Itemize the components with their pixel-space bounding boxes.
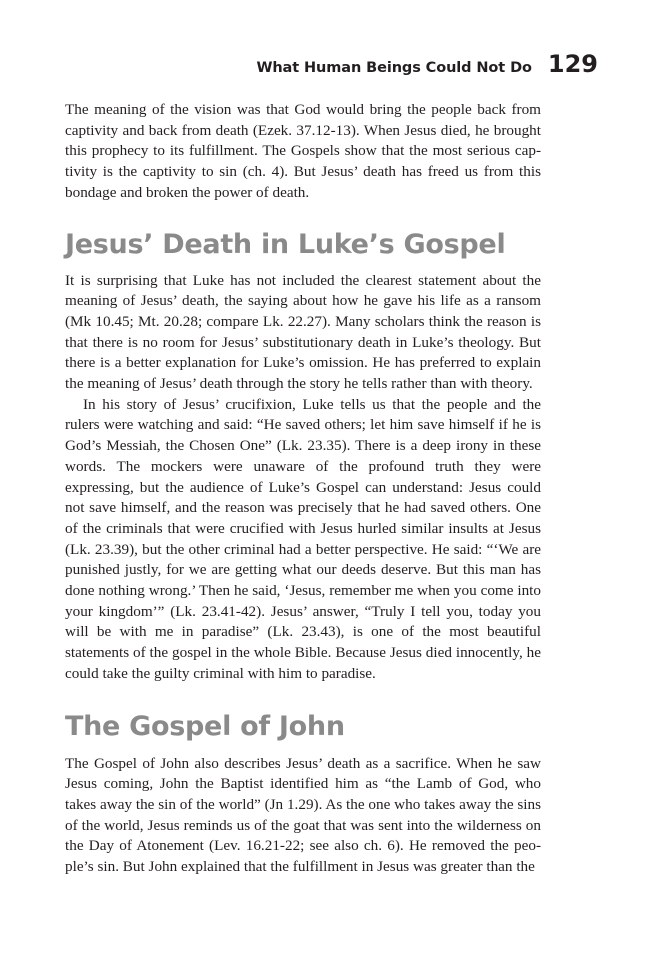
running-head bbox=[256, 50, 598, 78]
paragraph-luke-2: In his story of Jesus’ crucifixion, Luke tells us that the people and the rulers were watching and said: “He saved others; let him save himself if he is God’s Messiah, the Chosen One” (Lk. 23.35). There is a deep irony in these words. The mockers were unaware of the profound truth they were expressing, but the audience of Luke’s Gospel can understand: Jesus could not save himself, and the reason was precisely that he had saved others. One of the criminals that were crucified with Jesus hurled similar insults at Jesus (Lk. 23.39), but the other criminal had a better perspective. He said: “‘We are punished justly, for we are getting what our deeds deserve. But this man has done nothing wrong.’ Then he said, ‘Jesus, remember me when you come into your kingdom’” (Lk. 23.41-42). Jesus’ answer, “Truly I tell you, today you will be with me in paradise” (Lk. 23.43), is one of the most beautiful statements of the gospel in the whole Bible. Because Jesus died innocently, he could take the guilty criminal with him to paradise. bbox=[65, 395, 541, 682]
section-heading-john: The Gospel of John bbox=[65, 710, 345, 742]
paragraph-john-1: The Gospel of John also describes Jesus’ death as a sacrifice. When he saw Jesus coming, John the Baptist identified him as “the Lamb of God, who takes away the sin of the world” (Jn 1.29). As the one who takes away the sins of the world, Jesus reminds us of the goat that was sent into the wilderness on the Day of Atonement (Lev. 16.21-22; see also ch. 6). He removed the people’s sin. But John explained that the fulfillment in Jesus was greater than the bbox=[65, 754, 541, 876]
page-number: 129 bbox=[547, 50, 598, 78]
page-body bbox=[65, 100, 541, 878]
paragraph-luke-1: It is surprising that Luke has not included the clearest statement about the meaning of Jesus’ death, the saying about how he gave his life as a ransom (Mk 10.45; Mt. 20.28; compare Lk. 22.27). Many scholars think the reason is that there is no room for Jesus’ substitutionary death in Luke’s theology. But there is a better explanation for Luke’s omission. He has preferred to explain the meaning of Jesus’ death through the story he tells rather than with theory. bbox=[65, 271, 541, 393]
section-heading-luke: Jesus’ Death in Luke’s Gospel bbox=[65, 228, 506, 260]
running-title: What Human Beings Could Not Do bbox=[256, 60, 532, 76]
paragraph-intro: The meaning of the vision was that God would bring the people back from captivity and back from death (Ezek. 37.12-13). When Jesus died, he brought this prophecy to its fulfillment. The Gospels show that the most serious captivity is the captivity to sin (ch. 4). But Jesus’ death has freed us from this bondage and broken the power of death. bbox=[65, 101, 541, 201]
